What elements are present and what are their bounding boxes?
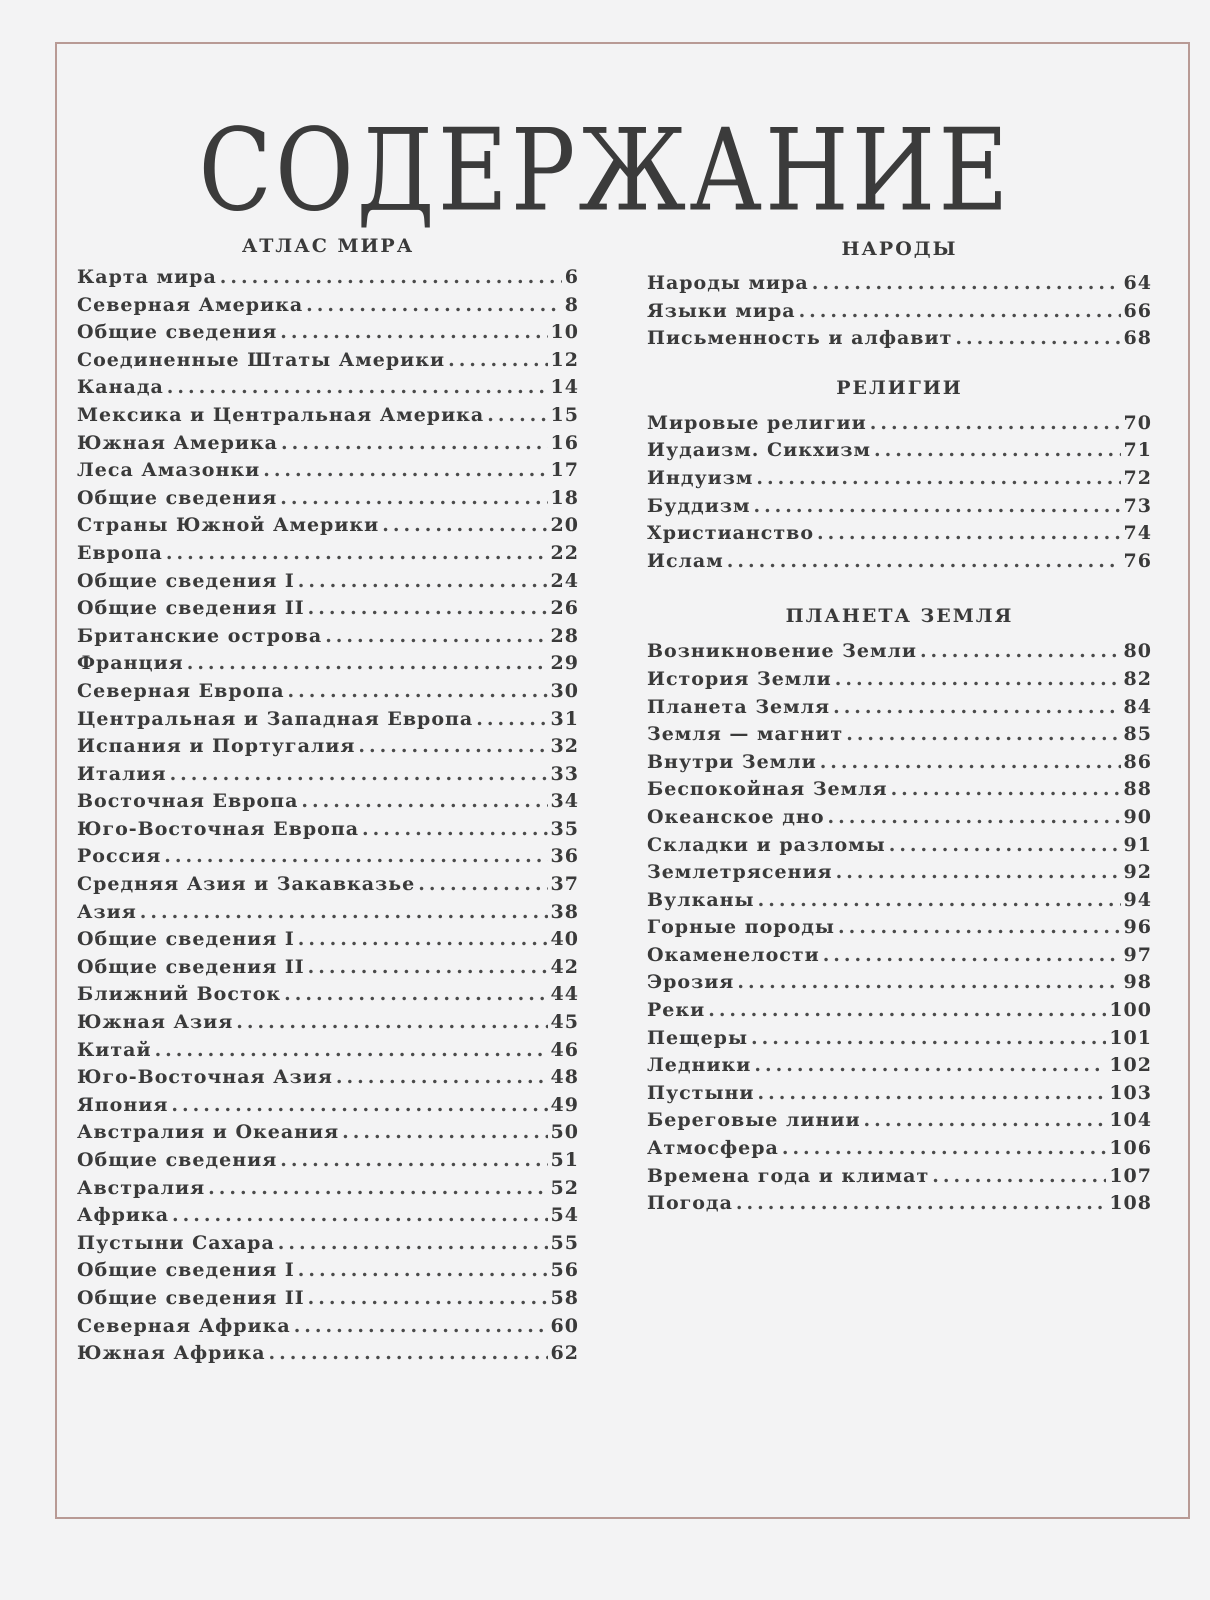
toc-entry-page: 88: [1123, 778, 1152, 801]
toc-entry-title: Иудаизм. Сикхизм: [647, 439, 872, 462]
toc-entry: [647, 1107, 1152, 1135]
toc-entry-title: Общие сведения: [77, 1149, 278, 1171]
dot-leader: [308, 595, 548, 623]
toc-entry-page: 52: [550, 1176, 579, 1199]
toc-entry: [647, 465, 1152, 493]
toc-entry-title: Народы мира: [647, 272, 809, 294]
dot-leader: [294, 1313, 548, 1341]
dot-leader: [325, 623, 547, 651]
toc-entry: [647, 1080, 1152, 1108]
toc-entry: [647, 804, 1152, 832]
toc-entry-title: Общие сведения: [77, 321, 278, 344]
toc-entry-title: Общие сведения I: [77, 569, 295, 592]
toc-entry-page: 56: [550, 1259, 579, 1282]
dot-leader: [889, 832, 1121, 860]
toc-entry-page: 106: [1109, 1137, 1152, 1160]
page-title: СОДЕРЖАНИЕ: [198, 104, 1012, 238]
dot-leader: [382, 512, 547, 540]
toc-entry: [647, 1025, 1152, 1053]
toc-entry: [647, 887, 1152, 915]
toc-entry-title: Ближний Восток: [77, 983, 282, 1006]
dot-leader: [280, 485, 547, 513]
toc-entry-page: 84: [1123, 695, 1152, 718]
dot-leader: [308, 954, 548, 982]
toc-entry-title: Карта мира: [77, 266, 217, 288]
toc-entry: [647, 638, 1152, 666]
toc-entry-title: Франция: [77, 652, 184, 675]
dot-leader: [753, 493, 1120, 521]
dot-leader: [298, 1257, 548, 1285]
toc-entry-title: Леса Амазонки: [77, 459, 261, 482]
toc-entry-title: Европа: [77, 541, 163, 564]
toc-entry-page: 90: [1123, 805, 1152, 828]
toc-entry-page: 96: [1123, 916, 1152, 939]
toc-entry-page: 58: [550, 1286, 579, 1309]
dot-leader: [284, 981, 547, 1009]
toc-entry: [647, 969, 1152, 997]
dot-leader: [164, 843, 547, 871]
toc-entry: [647, 721, 1152, 749]
dot-leader: [487, 402, 547, 430]
toc-list-peoples: [647, 270, 1152, 353]
toc-entry: [647, 520, 1152, 548]
toc-entry-page: 22: [550, 541, 579, 564]
toc-entry: [647, 666, 1152, 694]
toc-entry-page: 20: [550, 514, 579, 537]
toc-entry-page: 72: [1123, 466, 1152, 489]
dot-leader: [342, 1119, 547, 1147]
dot-leader: [835, 666, 1121, 694]
toc-entry: [77, 319, 579, 347]
toc-entry-title: Ислам: [647, 549, 724, 572]
dot-leader: [833, 694, 1120, 722]
toc-entry-page: 42: [550, 955, 579, 978]
toc-entry: [77, 1037, 579, 1065]
toc-entry-page: 73: [1123, 494, 1152, 517]
toc-entry: [77, 678, 579, 706]
toc-entry-page: 24: [550, 569, 579, 592]
toc-entry-title: Африка: [77, 1204, 170, 1227]
toc-entry-page: 48: [550, 1066, 579, 1089]
dot-leader: [846, 721, 1120, 749]
toc-entry-title: Австралия: [77, 1176, 206, 1199]
toc-entry-page: 17: [550, 459, 579, 482]
dot-leader: [167, 374, 548, 402]
toc-entry-page: 40: [550, 928, 579, 951]
dot-leader: [220, 264, 562, 292]
toc-entry-page: 46: [550, 1038, 579, 1061]
dot-leader: [288, 678, 548, 706]
toc-entry-title: Эрозия: [647, 971, 735, 994]
toc-entry-title: Внутри Земли: [647, 750, 817, 773]
toc-entry: [77, 457, 579, 485]
toc-entry: [77, 899, 579, 927]
toc-entry-title: Атмосфера: [647, 1137, 779, 1160]
toc-entry-title: Южная Африка: [77, 1342, 266, 1365]
toc-entry-title: Азия: [77, 900, 137, 923]
dot-leader: [820, 749, 1121, 777]
dot-leader: [782, 1135, 1107, 1163]
toc-entry-page: 103: [1109, 1081, 1152, 1104]
toc-entry: [647, 298, 1152, 326]
dot-leader: [828, 804, 1121, 832]
toc-entry: [77, 1230, 579, 1258]
toc-entry-title: Италия: [77, 762, 167, 785]
dot-leader: [171, 1092, 547, 1120]
dot-leader: [166, 540, 548, 568]
dot-leader: [891, 776, 1121, 804]
toc-entry-title: Возникновение Земли: [647, 640, 917, 663]
toc-entry-title: Северная Европа: [77, 679, 285, 702]
toc-entry: [77, 706, 579, 734]
toc-entry-page: 50: [550, 1121, 579, 1144]
toc-entry-title: Беспокойная Земля: [647, 778, 888, 801]
toc-entry-page: 12: [550, 348, 579, 371]
toc-entry-page: 54: [550, 1204, 579, 1227]
toc-entry: [77, 1340, 579, 1368]
toc-entry-page: 49: [550, 1093, 579, 1116]
toc-entry-title: Юго-Восточная Азия: [77, 1066, 333, 1089]
toc-entry: [77, 981, 579, 1009]
toc-entry: [77, 264, 579, 292]
dot-leader: [870, 410, 1121, 438]
toc-entry-page: 91: [1123, 833, 1152, 856]
dot-leader: [280, 1147, 547, 1175]
dot-leader: [920, 638, 1121, 666]
toc-entry-page: 33: [550, 762, 579, 785]
toc-entry: [77, 540, 579, 568]
toc-entry-title: История Земли: [647, 667, 832, 690]
toc-entry-page: 70: [1123, 411, 1152, 434]
dot-leader: [836, 859, 1121, 887]
toc-entry-page: 98: [1123, 971, 1152, 994]
toc-entry-page: 60: [550, 1314, 579, 1337]
toc-entry-page: 34: [550, 790, 579, 813]
toc-entry-title: Британские острова: [77, 624, 323, 647]
dot-leader: [708, 997, 1106, 1025]
dot-leader: [736, 1190, 1106, 1218]
dot-leader: [874, 437, 1121, 465]
toc-entry: [77, 485, 579, 513]
toc-entry-page: 100: [1109, 999, 1152, 1022]
toc-entry-title: Юго-Восточная Европа: [77, 817, 360, 840]
toc-entry-title: Соединенные Штаты Америки: [77, 348, 446, 371]
dot-leader: [727, 548, 1121, 576]
toc-entry-page: 14: [550, 376, 579, 399]
toc-entry-title: Складки и разломы: [647, 833, 886, 856]
toc-entry-title: Общие сведения II: [77, 955, 305, 978]
toc-entry-page: 44: [550, 983, 579, 1006]
toc-entry-page: 18: [550, 486, 579, 509]
toc-entry-title: Пустыни Сахара: [77, 1231, 275, 1254]
dot-leader: [754, 1052, 1106, 1080]
toc-entry-title: Южная Америка: [77, 431, 278, 454]
toc-entry-page: 68: [1123, 327, 1152, 350]
toc-entry-page: 30: [550, 679, 579, 702]
toc-entry: [647, 325, 1152, 353]
toc-entry-title: Времена года и климат: [647, 1164, 930, 1187]
toc-entry-title: Испания и Португалия: [77, 735, 356, 758]
toc-entry-page: 94: [1123, 888, 1152, 911]
toc-entry: [77, 292, 579, 320]
dot-leader: [281, 430, 548, 458]
dot-leader: [448, 347, 547, 375]
dot-leader: [955, 325, 1120, 353]
toc-entry-page: 37: [550, 873, 579, 896]
toc-column-right: [647, 237, 1152, 1218]
dot-leader: [362, 816, 548, 844]
dot-leader: [208, 1175, 547, 1203]
toc-entry-title: Россия: [77, 845, 162, 868]
toc-entry: [647, 832, 1152, 860]
dot-leader: [236, 1009, 547, 1037]
toc-entry: [647, 1163, 1152, 1191]
dot-leader: [932, 1163, 1106, 1191]
toc-entry-page: 66: [1123, 299, 1152, 322]
section-heading-atlas: АТЛАС МИРА: [241, 235, 415, 257]
dot-leader: [301, 788, 547, 816]
toc-entry-page: 104: [1109, 1109, 1152, 1132]
dot-leader: [758, 887, 1121, 915]
toc-entry-title: Общие сведения: [77, 486, 278, 509]
toc-entry: [647, 859, 1152, 887]
toc-entry-title: Вулканы: [647, 888, 755, 911]
dot-leader: [280, 319, 547, 347]
dot-leader: [864, 1107, 1107, 1135]
toc-entry-page: 85: [1123, 723, 1152, 746]
toc-entry-page: 16: [550, 431, 579, 454]
toc-entry: [77, 402, 579, 430]
toc-entry: [77, 595, 579, 623]
toc-entry-title: Общие сведения II: [77, 1286, 305, 1309]
toc-entry-page: 36: [550, 845, 579, 868]
dot-leader: [756, 465, 1120, 493]
dot-leader: [298, 926, 548, 954]
toc-entry: [77, 1092, 579, 1120]
toc-entry-title: Япония: [77, 1093, 169, 1116]
toc-entry-title: Береговые линии: [647, 1109, 861, 1132]
toc-entry: [647, 694, 1152, 722]
toc-entry: [77, 623, 579, 651]
toc-entry-title: Северная Америка: [77, 293, 304, 316]
toc-list-religions: [647, 410, 1152, 576]
toc-entry-title: Канада: [77, 376, 164, 399]
toc-entry: [77, 1175, 579, 1203]
toc-entry-page: 92: [1123, 861, 1152, 884]
toc-entry: [77, 1202, 579, 1230]
dot-leader: [758, 1080, 1107, 1108]
toc-entry-page: 55: [550, 1231, 579, 1254]
dot-leader: [140, 899, 548, 927]
dot-leader: [308, 1285, 548, 1313]
toc-entry-title: Землетрясения: [647, 861, 833, 884]
toc-entry-page: 101: [1109, 1026, 1152, 1049]
toc-entry-page: 35: [550, 817, 579, 840]
toc-entry: [647, 914, 1152, 942]
toc-entry-title: Океанское дно: [647, 805, 825, 828]
toc-entry-title: Средняя Азия и Закавказье: [77, 873, 416, 896]
toc-entry-page: 102: [1109, 1054, 1152, 1077]
toc-entry-page: 29: [550, 652, 579, 675]
toc-entry-page: 64: [1123, 272, 1152, 294]
dot-leader: [336, 1064, 548, 1092]
toc-entry-title: Погода: [647, 1192, 733, 1215]
toc-entry-title: Южная Азия: [77, 1011, 234, 1034]
toc-entry: [647, 548, 1152, 576]
toc-entry-page: 62: [550, 1342, 579, 1365]
toc-entry: [77, 568, 579, 596]
toc-entry: [77, 347, 579, 375]
toc-entry-title: Австралия и Океания: [77, 1121, 340, 1144]
toc-entry-title: Общие сведения I: [77, 928, 295, 951]
toc-entry-title: Языки мира: [647, 299, 796, 322]
dot-leader: [799, 298, 1121, 326]
toc-entry: [77, 512, 579, 540]
toc-entry: [77, 816, 579, 844]
toc-entry: [77, 1313, 579, 1341]
toc-entry-page: 6: [564, 266, 579, 288]
section-heading-peoples: НАРОДЫ: [841, 238, 958, 260]
toc-entry-title: Центральная и Западная Европа: [77, 707, 474, 730]
toc-entry-title: Северная Африка: [77, 1314, 291, 1337]
toc-entry-title: Китай: [77, 1038, 152, 1061]
toc-entry-title: Пустыни: [647, 1081, 755, 1104]
toc-entry: [77, 954, 579, 982]
dot-leader: [476, 706, 547, 734]
toc-entry: [77, 1009, 579, 1037]
toc-entry: [647, 1052, 1152, 1080]
dot-leader: [172, 1202, 548, 1230]
toc-entry-page: 31: [550, 707, 579, 730]
dot-leader: [812, 270, 1121, 298]
dot-leader: [358, 733, 547, 761]
dot-leader: [737, 969, 1120, 997]
toc-list-atlas: [77, 264, 579, 1368]
toc-entry-page: 108: [1109, 1192, 1152, 1215]
toc-entry: [647, 776, 1152, 804]
toc-entry: [77, 788, 579, 816]
toc-entry-page: 82: [1123, 667, 1152, 690]
dot-leader: [278, 1230, 548, 1258]
toc-entry: [647, 437, 1152, 465]
toc-entry-title: Планета Земля: [647, 695, 831, 718]
toc-entry-page: 38: [550, 900, 579, 923]
toc-entry-title: Горные породы: [647, 916, 835, 939]
toc-entry: [647, 942, 1152, 970]
toc-entry-page: 71: [1123, 439, 1152, 462]
toc-entry: [77, 871, 579, 899]
toc-entry: [647, 1190, 1152, 1218]
toc-entry-title: Пещеры: [647, 1026, 749, 1049]
toc-entry-title: Индуизм: [647, 466, 754, 489]
toc-entry-title: Письменность и алфавит: [647, 327, 953, 350]
dot-leader: [817, 520, 1121, 548]
toc-entry-title: Восточная Европа: [77, 790, 299, 813]
toc-entry: [77, 430, 579, 458]
toc-entry: [77, 1257, 579, 1285]
dot-leader: [298, 568, 548, 596]
toc-entry: [77, 374, 579, 402]
toc-entry-title: Реки: [647, 999, 706, 1022]
toc-entry: [77, 1119, 579, 1147]
toc-entry-page: 32: [550, 735, 579, 758]
toc-entry: [77, 843, 579, 871]
toc-entry-title: Ледники: [647, 1054, 752, 1077]
dot-leader: [838, 914, 1121, 942]
toc-entry-page: 26: [550, 597, 579, 620]
dot-leader: [155, 1037, 548, 1065]
toc-entry: [77, 1064, 579, 1092]
toc-entry-title: Страны Южной Америки: [77, 514, 380, 537]
toc-entry: [77, 733, 579, 761]
toc-entry: [647, 1135, 1152, 1163]
dot-leader: [306, 292, 562, 320]
toc-entry: [77, 650, 579, 678]
toc-column-left: [77, 234, 579, 1368]
dot-leader: [170, 761, 548, 789]
toc-entry-page: 51: [550, 1149, 579, 1171]
toc-entry-title: Земля — магнит: [647, 723, 844, 746]
toc-entry-page: 28: [550, 624, 579, 647]
toc-entry-page: 10: [550, 321, 579, 344]
toc-entry: [77, 926, 579, 954]
toc-entry-page: 8: [564, 293, 579, 316]
toc-entry: [77, 761, 579, 789]
toc-entry-page: 74: [1123, 522, 1152, 545]
dot-leader: [269, 1340, 548, 1368]
dot-leader: [418, 871, 547, 899]
toc-entry: [647, 270, 1152, 298]
toc-entry: [647, 493, 1152, 521]
toc-entry-page: 80: [1123, 640, 1152, 663]
dot-leader: [823, 942, 1121, 970]
toc-entry-title: Мексика и Центральная Америка: [77, 403, 485, 426]
toc-entry: [77, 1285, 579, 1313]
toc-entry-title: Общие сведения I: [77, 1259, 295, 1282]
toc-entry-page: 76: [1123, 549, 1152, 572]
toc-entry: [77, 1147, 579, 1175]
toc-entry-page: 86: [1123, 750, 1152, 773]
toc-entry-page: 107: [1109, 1164, 1152, 1187]
toc-entry-title: Христианство: [647, 522, 814, 545]
toc-entry-page: 45: [550, 1011, 579, 1034]
toc-entry-page: 97: [1123, 943, 1152, 966]
section-heading-planet: ПЛАНЕТА ЗЕМЛЯ: [785, 605, 1014, 628]
dot-leader: [187, 650, 548, 678]
toc-entry: [647, 410, 1152, 438]
toc-entry: [647, 997, 1152, 1025]
toc-entry-title: Мировые религии: [647, 411, 867, 434]
toc-entry-title: Окаменелости: [647, 943, 820, 966]
toc-entry-title: Общие сведения II: [77, 597, 305, 620]
toc-entry-page: 15: [550, 403, 579, 426]
dot-leader: [263, 457, 547, 485]
section-heading-religions: РЕЛИГИИ: [836, 376, 963, 399]
toc-list-planet: [647, 638, 1152, 1217]
dot-leader: [751, 1025, 1106, 1053]
toc-entry-title: Буддизм: [647, 494, 751, 517]
toc-entry: [647, 749, 1152, 777]
